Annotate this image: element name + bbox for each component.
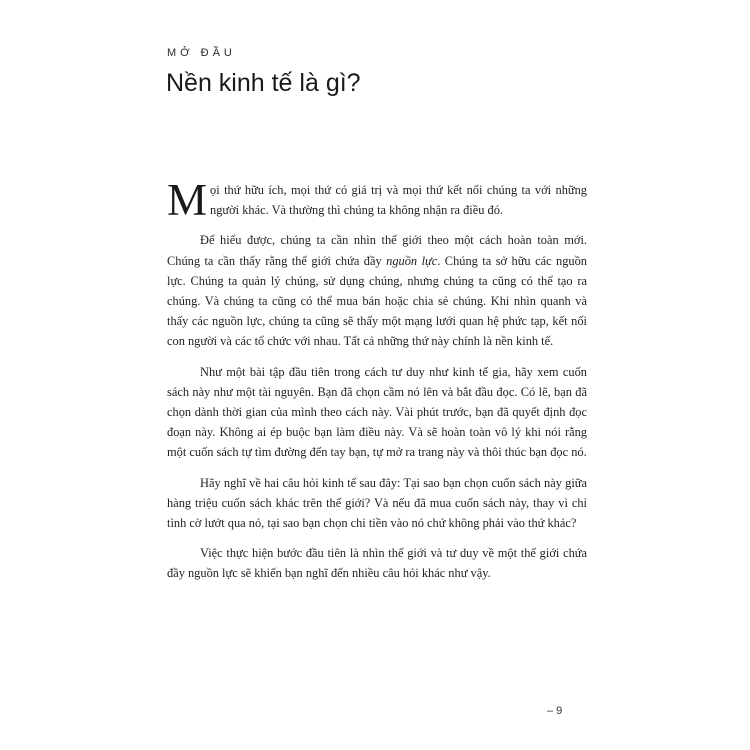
paragraph-3: Như một bài tập đầu tiên trong cách tư duy như kinh tế gia, hãy xem cuốn sách này như một tài nguyên. Bạn đã chọn cầm nó lên và bắt đầu đọc. Có lẽ, bạn đã chọn dành thời gian của mình theo cách này. Vài phút trước, bạn đã quyết định đọc đoạn này. Không ai ép buộc bạn làm điều này. Và sẽ hoàn toàn vô lý khi nói rằng một cuốn sách tự tìm đường đến tay bạn, tự mở ra trang này và thôi thúc bạn đọc nó. (167, 364, 587, 460)
chapter-body (167, 175, 587, 594)
chapter-label: MỞ ĐẦU (167, 47, 236, 59)
paragraph-4: Hãy nghĩ về hai câu hỏi kinh tế sau đây: Tại sao bạn chọn cuốn sách này giữa hàng triệu cuốn sách khác trên thế giới? Và nếu đã mua cuốn sách này, thay vì chỉ tình cờ lướt qua nó, tại sao bạn chọn chi tiền vào nó chứ không phải vào thứ khác? (167, 475, 587, 531)
drop-cap: M (167, 175, 208, 225)
paragraph-2-text-start: Để hiểu được, chúng ta cần nhìn thế giới theo một cách hoàn toàn mới. Chúng ta cần thấy rằng thế giới chứa đầy (167, 233, 587, 268)
chapter-title: Nền kinh tế là gì? (166, 69, 361, 97)
paragraph-2-text-end: . Chúng ta sở hữu các nguồn lực. Chúng ta quản lý chúng, sử dụng chúng, nhưng chúng ta cũng có thể tạo ra chúng. Và chúng ta cũng có thể mua bán hoặc chia sẻ chúng. Khi nhìn quanh và thấy các nguồn lực, chúng ta cũng sẽ thấy một mạng lưới quan hệ phức tạp, kết nối con người và các tổ chức với nhau. Tất cả những thứ này chính là nền kinh tế. (167, 253, 587, 349)
paragraph-1-text: ọi thứ hữu ích, mọi thứ có giá trị và mọi thứ kết nối chúng ta với những người khác. Và thường thì chúng ta không nhận ra điều đó. (210, 183, 587, 218)
paragraph-1 (167, 175, 587, 225)
page-number: – 9 (547, 705, 563, 717)
paragraph-2-emphasis: nguồn lực (386, 253, 438, 268)
paragraph-2 (167, 230, 587, 351)
paragraph-5: Việc thực hiện bước đầu tiên là nhìn thế giới và tư duy về một thế giới chứa đầy nguồn lực sẽ khiến bạn nghĩ đến nhiều câu hỏi khác như vậy. (167, 546, 587, 581)
